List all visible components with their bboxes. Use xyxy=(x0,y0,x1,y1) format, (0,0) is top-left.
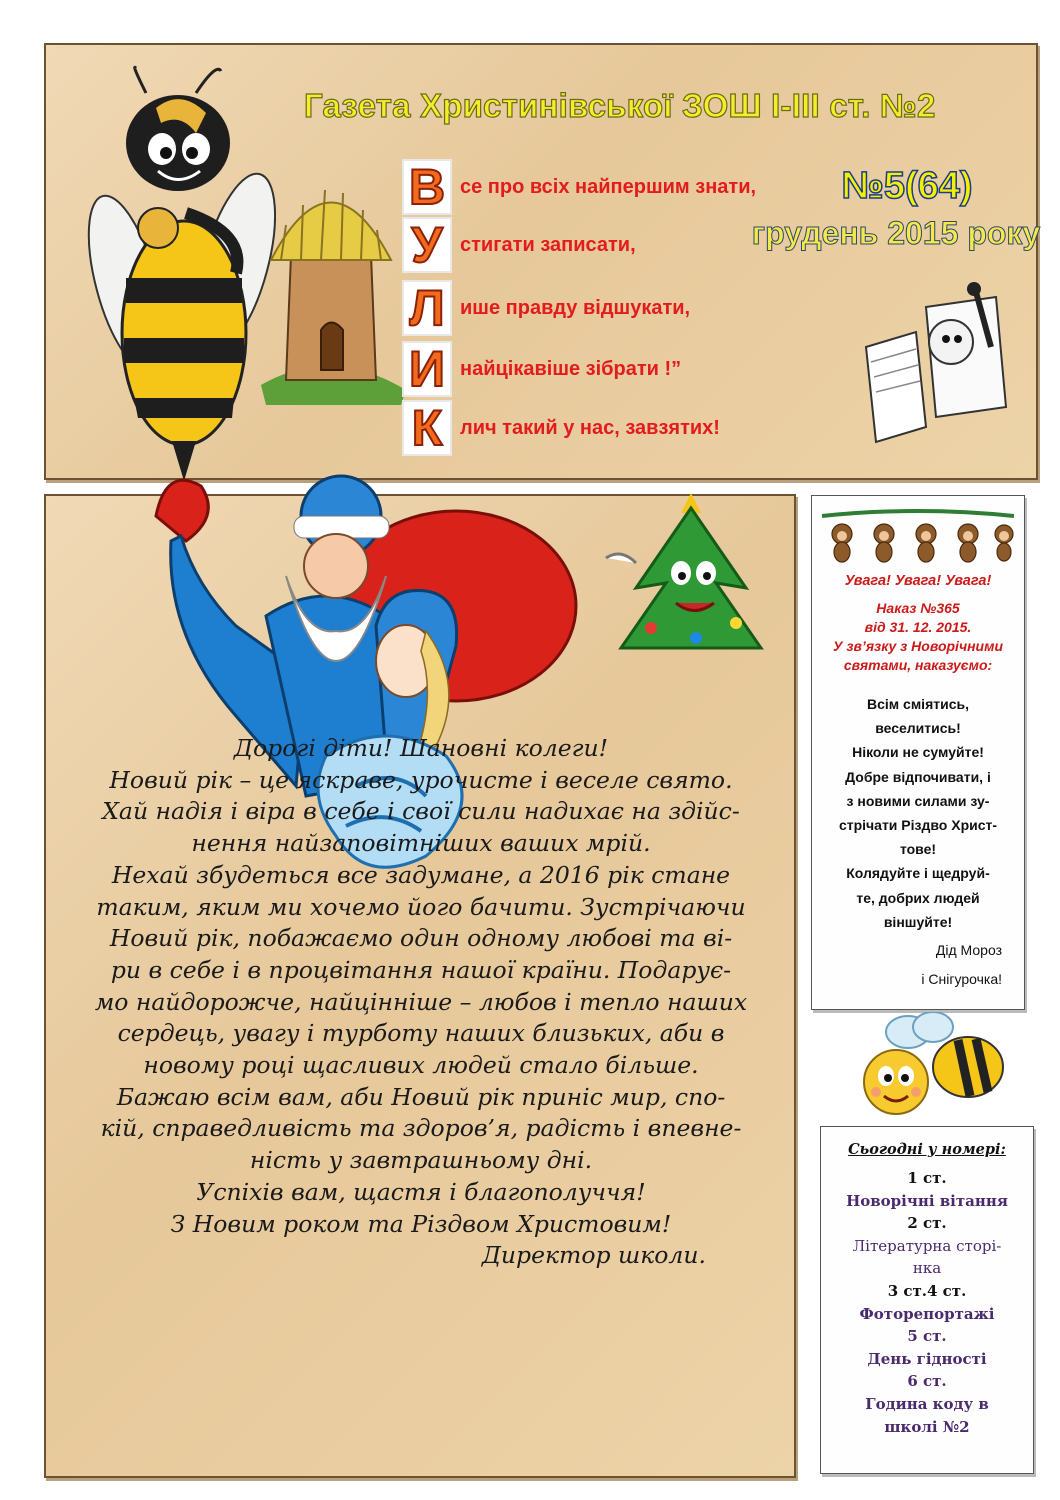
acrostic-letter: К xyxy=(402,400,452,456)
sign-line: і Снігурочка! xyxy=(921,971,1002,987)
notice-line: віншуйте! xyxy=(883,913,953,930)
contents-item: 6 ст. xyxy=(907,1372,947,1391)
letter-line: кій, справедливість та здоров’я, радість і впевне- xyxy=(100,1114,742,1143)
table-of-contents-panel xyxy=(820,1126,1034,1474)
notice-line: те, добрих людей xyxy=(856,889,980,906)
contents-item: 5 ст. xyxy=(907,1327,947,1346)
contents-item: 3 ст.4 ст. xyxy=(887,1281,967,1300)
notice-line: Колядуйте і щедруй- xyxy=(846,865,990,882)
bee-mascot xyxy=(86,63,276,483)
acrostic-line-4 xyxy=(402,339,681,399)
letter-line: Нехай збудеться все задумане, а 2016 рік стане xyxy=(111,860,731,889)
letter-line: Хай надія і віра в себе і свої сили надихає на здійс- xyxy=(102,797,740,826)
greeting-letter-panel xyxy=(44,494,796,1478)
letter-line: таким, яким ми хочемо його бачити. Зустрічаючи xyxy=(96,892,746,921)
letter-line: новому році щасливих людей стало більше. xyxy=(143,1051,699,1080)
issue-number: №5(64) xyxy=(841,165,973,207)
contents-item: Година коду в xyxy=(865,1394,989,1413)
greeting-letter-text xyxy=(66,733,776,1272)
issue-date: грудень 2015 року xyxy=(751,215,1041,251)
notice-line: стрічати Різдво Христ- xyxy=(838,817,998,834)
contents-heading: Сьогодні у номері: xyxy=(848,1141,1006,1158)
notice-body xyxy=(820,692,1016,934)
contents-item: школі №2 xyxy=(884,1417,970,1436)
letter-line: Новий рік, побажаємо один одному любові та ві- xyxy=(109,924,733,953)
contents-item: 1 ст. xyxy=(907,1169,947,1187)
letter-line: ність у завтрашньому дні. xyxy=(249,1146,593,1175)
acrostic-line-2 xyxy=(402,215,636,275)
letter-line: нення найзаповітніших ваших мрій. xyxy=(191,829,651,858)
notice-attention: Увага! Увага! Увага! xyxy=(844,573,992,589)
acrostic-line-5 xyxy=(402,398,720,458)
beehive-illustration xyxy=(251,165,411,405)
contents-item: нка xyxy=(912,1259,942,1278)
notice-line: веселитись! xyxy=(875,720,961,737)
acrostic-letter: Л xyxy=(402,280,452,336)
letter-line: Новий рік – це яскраве, урочисте і веселе свято. xyxy=(109,765,733,794)
order-line: У зв’язку з Новорічними xyxy=(832,638,1004,654)
masthead xyxy=(44,43,1041,480)
letter-line: Успіхів вам, щастя і благополуччя! xyxy=(196,1177,646,1206)
acrostic-line-3 xyxy=(402,278,690,338)
acrostic-line-1 xyxy=(402,157,756,217)
contents-item: Новорічні вітання xyxy=(846,1191,1008,1210)
writer-cartoon xyxy=(856,277,1016,447)
notice-line: Добре відпочивати, і xyxy=(845,768,991,785)
notice-line: Всім сміятись, xyxy=(867,696,969,712)
acrostic-letter: И xyxy=(402,341,452,397)
acrostic-text: ише правду відшукати, xyxy=(460,296,691,319)
notice-order xyxy=(812,599,1024,675)
acrostic-letter: У xyxy=(402,217,452,273)
letter-line: сердець, увагу і турботу наших близьких, аби в xyxy=(117,1019,725,1048)
notice-line: тове! xyxy=(899,841,937,858)
acrostic-text: стигати записати, xyxy=(460,233,636,256)
acrostic-text: найцікавіше зібрати !” xyxy=(460,357,682,380)
order-line: від 31. 12. 2015. xyxy=(864,619,972,635)
notice-line: Ніколи не сумуйте! xyxy=(852,744,984,761)
order-line: святами, наказуємо: xyxy=(843,657,993,673)
newspaper-title: Газета Христинівської ЗОШ І-ІІІ ст. №2 xyxy=(304,87,936,124)
acrostic-text: се про всіх найпершим знати, xyxy=(460,175,757,198)
letter-line: Бажаю всім вам, аби Новий рік приніс мир, спо- xyxy=(116,1082,726,1111)
notice-panel xyxy=(811,495,1025,1010)
notice-signature xyxy=(921,936,1002,994)
contents-item: Фоторепортажі xyxy=(859,1304,995,1323)
letter-signature: Директор школи. xyxy=(481,1241,706,1270)
contents-list xyxy=(821,1167,1033,1438)
letter-line: З Новим роком та Різдвом Христовим! xyxy=(170,1209,672,1238)
christmas-tree-illustration xyxy=(596,478,786,678)
contents-item: 2 ст. xyxy=(907,1214,947,1233)
letter-line: мо найдорожче, найцінніше – любов і тепло наших xyxy=(94,987,748,1016)
acrostic-text: лич такий у нас, завзятих! xyxy=(460,416,720,439)
monkeys-garland-illustration xyxy=(822,504,1014,564)
letter-line: Дорогі діти! Шановні колеги! xyxy=(233,734,609,762)
contents-item: День гідності xyxy=(867,1349,987,1368)
notice-line: з новими силами зу- xyxy=(846,792,990,809)
order-line: Наказ №365 xyxy=(876,600,960,616)
letter-line: ри в себе і в процвітання нашої країни. Подарує- xyxy=(110,955,732,984)
sign-line: Дід Мороз xyxy=(935,942,1002,958)
contents-item: Літературна сторі- xyxy=(852,1236,1002,1255)
small-bee-illustration xyxy=(848,1012,1013,1122)
acrostic-letter: В xyxy=(402,159,452,215)
